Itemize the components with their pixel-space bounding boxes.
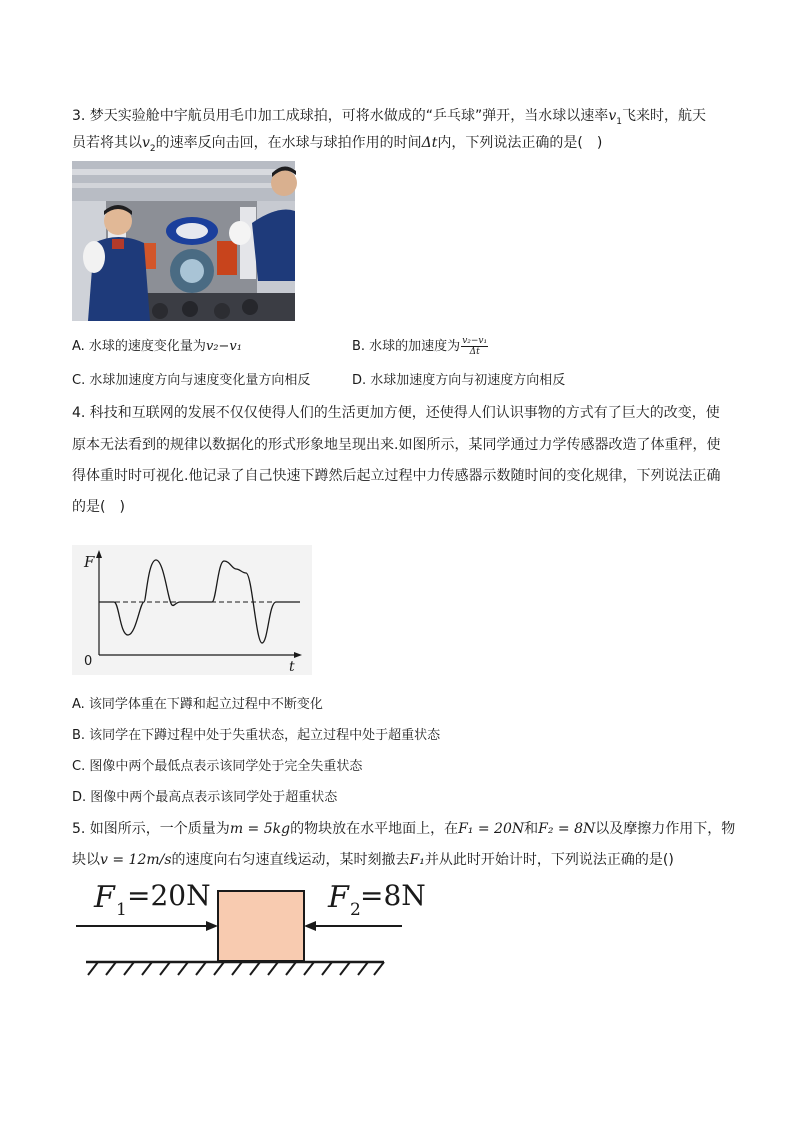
- q5-stem-line1: 5. 如图所示，一个质量为m = 5kg的物块放在水平地面上，在F₁ = 20N和F₂ = 8N以及摩擦力作用下，物: [72, 821, 736, 837]
- f1-value: =20N: [127, 879, 211, 912]
- q4-option-b: B. 该同学在下蹲过程中处于失重状态，起立过程中处于超重状态: [72, 728, 441, 743]
- f2-value: =8N: [360, 879, 426, 912]
- q4-stem-line4: 的是( ): [72, 499, 125, 515]
- f1-arrow-head-icon: [206, 921, 218, 931]
- q3-stem-line2: 员若将其以$v_2$的速率反向击回，在水球与球拍作用的时间Δt内，下列说法正确的是( ): [72, 135, 603, 154]
- q3-option-b-fraction: $\frac{\text{v₂−v₁}}{\Delta t}$: [462, 336, 488, 357]
- f2-arrow-head-icon: [304, 921, 316, 931]
- q3-option-a: A. 水球的速度变化量为v₂−v₁: [72, 339, 242, 354]
- graph-y-label: F: [84, 553, 95, 571]
- force-time-graph: [72, 545, 312, 675]
- astronaut-photo: [72, 161, 295, 321]
- ground-hatching: [88, 962, 384, 975]
- graph-origin-label: 0: [84, 654, 93, 669]
- q3-stem-line1: 3. 梦天实验舱中宇航员用毛巾加工成球拍，可将水做成的“乒乓球”弹开，当水球以速率$v_1$飞来时，航天: [72, 108, 706, 127]
- f2-letter: F: [328, 880, 349, 915]
- q4-option-c: C. 图像中两个最低点表示该同学处于完全失重状态: [72, 759, 363, 774]
- block: [218, 891, 304, 961]
- q5-stem-line2: 块以v = 12m/s的速度向右匀速直线运动，某时刻撤去F₁并从此时开始计时，下列说法正确的是(): [72, 852, 674, 868]
- q4-option-a: A. 该同学体重在下蹲和起立过程中不断变化: [72, 697, 323, 712]
- f1-subscript: 1: [116, 900, 127, 920]
- q4-stem-line2: 原本无法看到的规律以数据化的形式形象地呈现出来.如图所示，某同学通过力学传感器改造了体重秤，使: [72, 437, 721, 453]
- graph-x-label: t: [289, 659, 295, 675]
- q3-option-b: B. 水球的加速度为 $\frac{\text{v₂−v₁}}{\Delta t}$: [352, 336, 488, 357]
- f2-subscript: 2: [350, 900, 361, 920]
- block-force-diagram: [72, 873, 426, 983]
- q4-stem-line1: 4. 科技和互联网的发展不仅仅使得人们的生活更加方便，还使得人们认识事物的方式有了巨大的改变，使: [72, 405, 720, 421]
- q3-option-d: D. 水球加速度方向与初速度方向相反: [352, 373, 566, 388]
- q4-stem-line3: 得体重时时可视化.他记录了自己快速下蹲然后起立过程中力传感器示数随时间的变化规律，下列说法正确: [72, 468, 721, 484]
- q3-option-c: C. 水球加速度方向与速度变化量方向相反: [72, 373, 311, 388]
- astronaut-photo-drawing: [72, 161, 295, 321]
- f1-letter: F: [94, 880, 115, 915]
- force-time-graph-drawing: [72, 545, 312, 675]
- q4-option-d: D. 图像中两个最高点表示该同学处于超重状态: [72, 790, 338, 805]
- block-force-diagram-drawing: [72, 873, 426, 983]
